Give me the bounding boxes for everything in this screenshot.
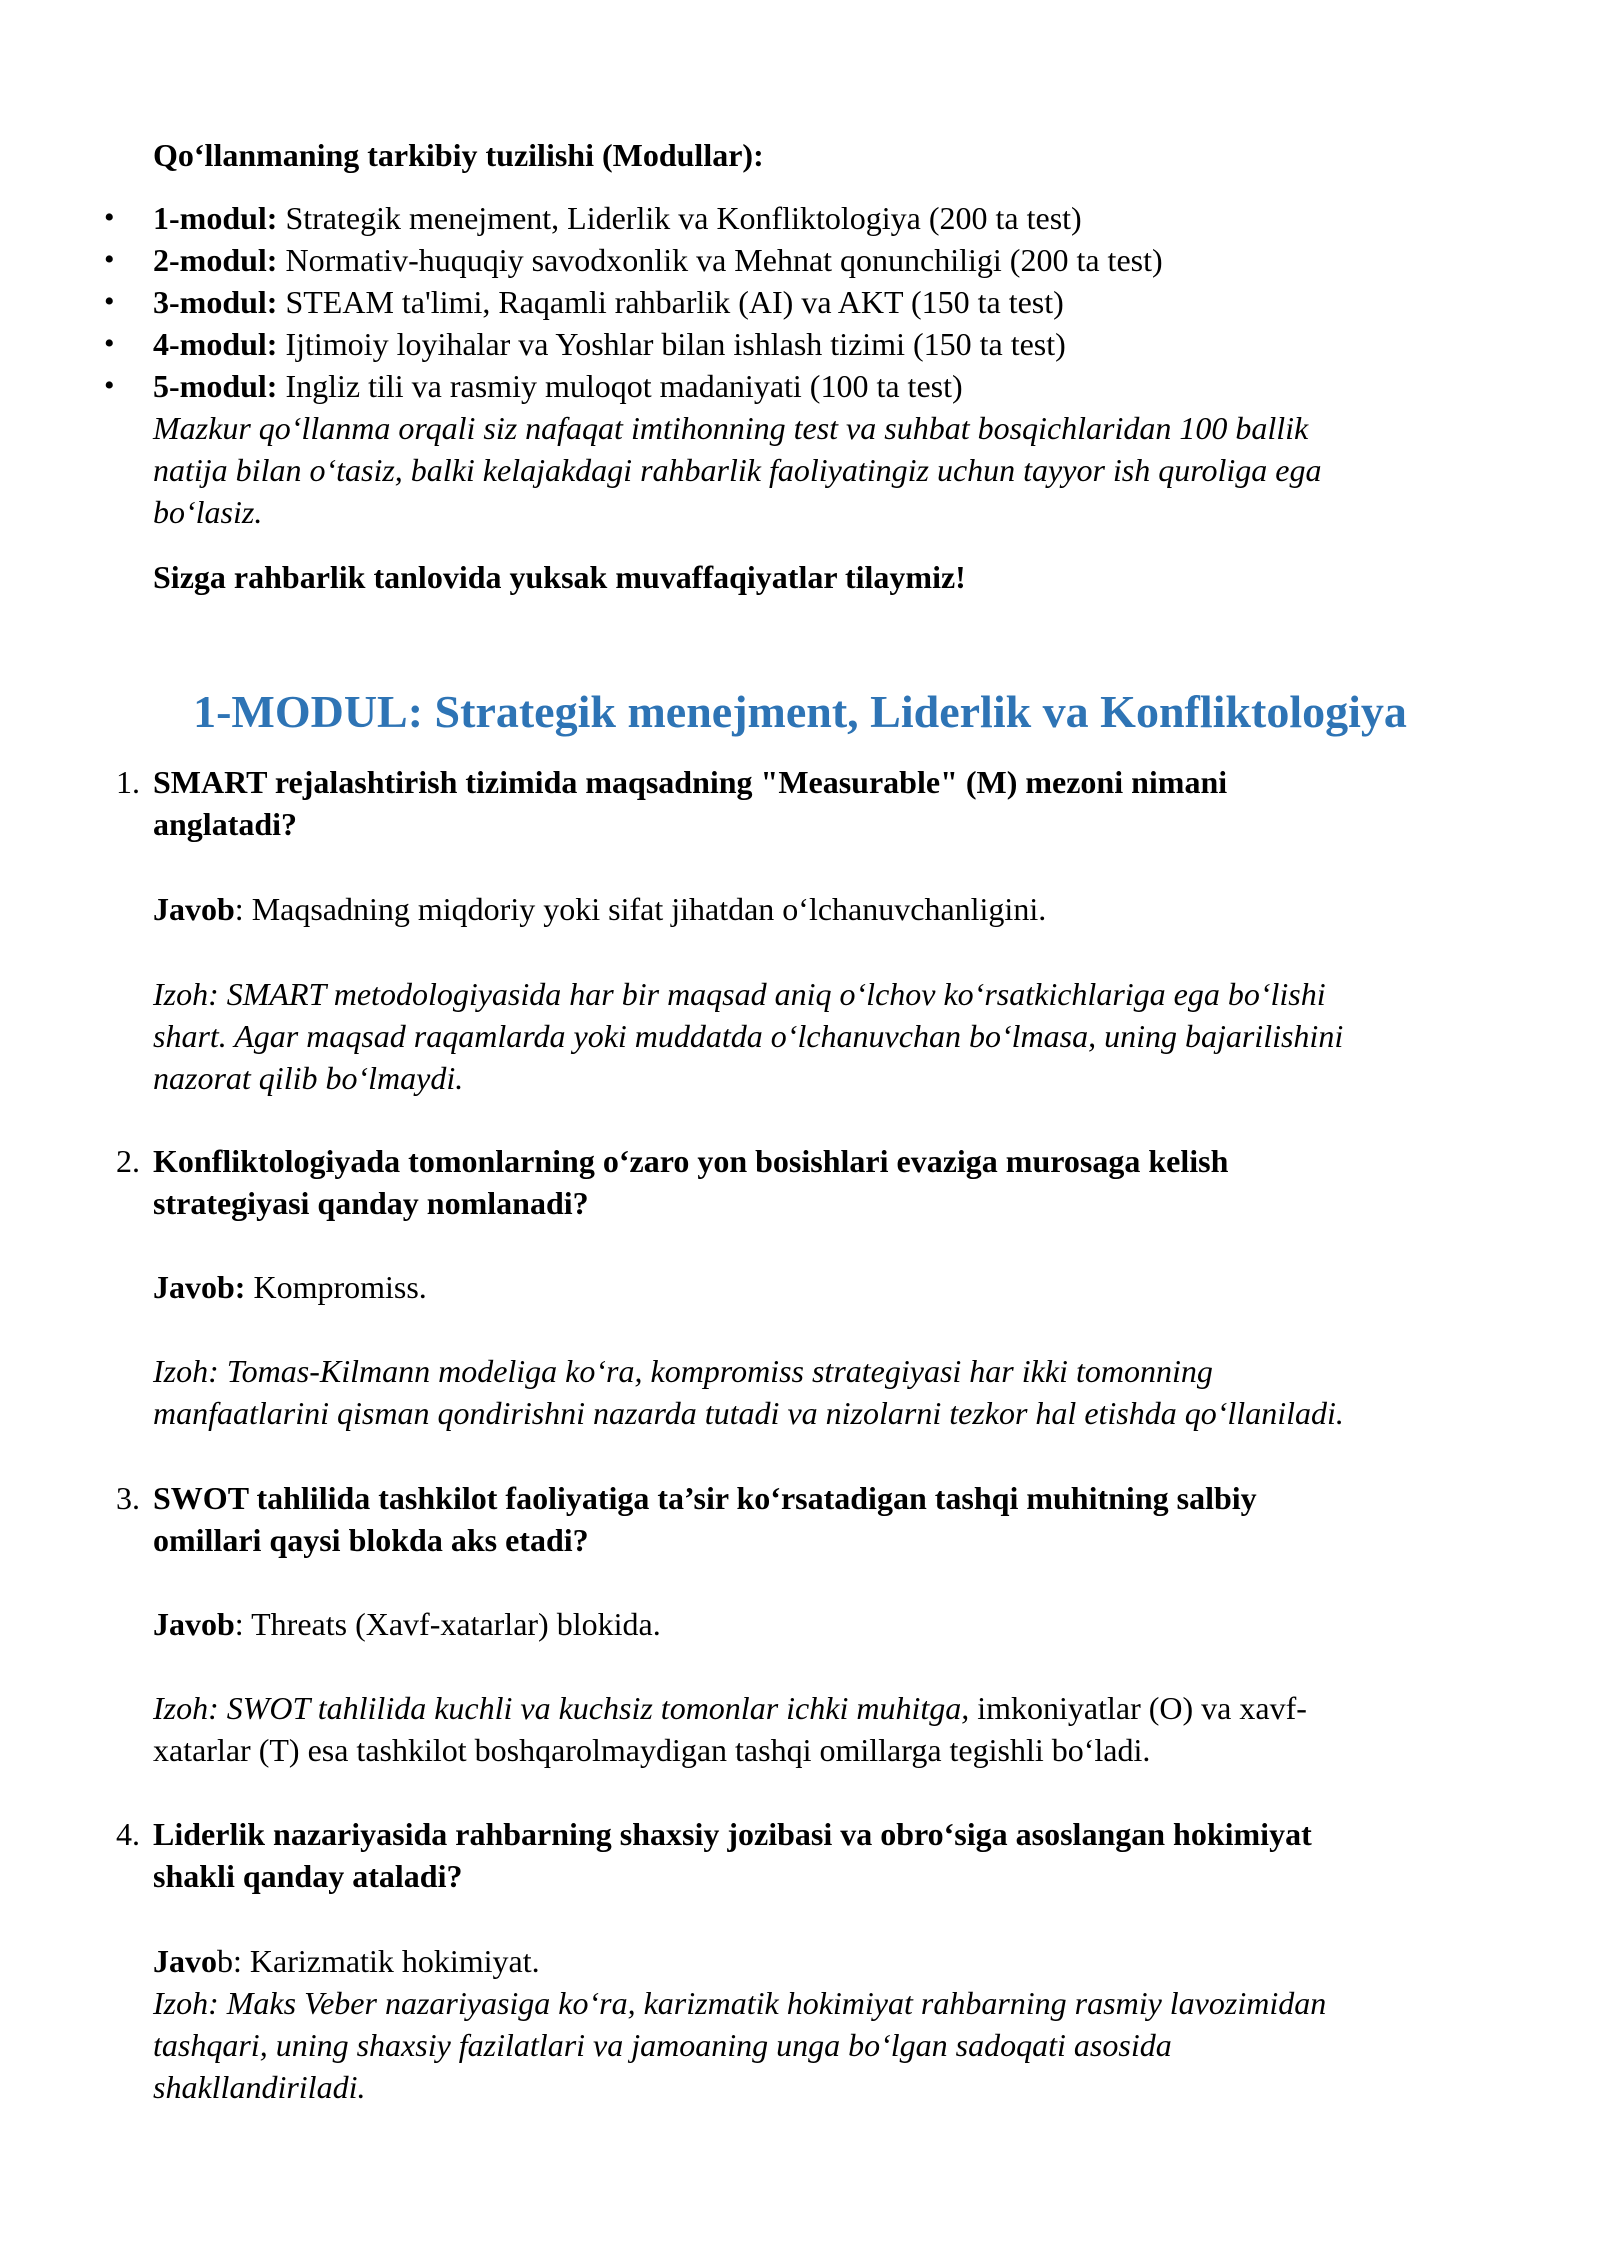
answer-line <box>153 1940 1533 1982</box>
note-normal-part: imkoniyatlar (O) va xavf- <box>977 1690 1307 1726</box>
module-label: 4-modul: <box>153 326 278 362</box>
intro-note-line: bo‘lasiz. <box>153 494 263 530</box>
note-line: manfaatlarini qisman qondirishni nazarda tutadi va nizolarni tezkor hal etishda qo‘llaniladi. <box>153 1395 1344 1431</box>
question-number: 2. <box>116 1143 140 1179</box>
answer-label: Javob: <box>153 1269 246 1305</box>
answer-text: Kompromiss. <box>245 1269 427 1305</box>
note-italic-part: Izoh: SWOT tahlilida kuchli va kuchsiz tomonlar ichki muhitga, <box>153 1690 978 1726</box>
note-line <box>153 1687 1533 1729</box>
section-title: Qo‘llanmaning tarkibiy tuzilishi (Modullar): <box>153 137 764 173</box>
bullet-icon: • <box>104 369 115 402</box>
bullet-icon: • <box>104 327 115 360</box>
bullet-icon: • <box>104 243 115 276</box>
module-label: 5-modul: <box>153 368 278 404</box>
intro-note-line: Mazkur qo‘llanma orqali siz nafaqat imtihonning test va suhbat bosqichlaridan 100 ballik <box>153 410 1309 446</box>
note-line: xatarlar (T) esa tashkilot boshqarolmaydigan tashqi omillarga tegishli bo‘ladi. <box>153 1732 1151 1768</box>
note-line: shakllandiriladi. <box>153 2069 366 2105</box>
question-text-line: SWOT tahlilida tashkilot faoliyatiga ta’sir ko‘rsatadigan tashqi muhitning salbiy <box>153 1480 1257 1516</box>
module-text: Strategik menejment, Liderlik va Konfliktologiya (200 ta test) <box>285 200 1082 236</box>
wish-text: Sizga rahbarlik tanlovida yuksak muvaffaqiyatlar tilaymiz! <box>153 559 966 595</box>
answer-label: Javo <box>153 1943 217 1979</box>
bullet-icon: • <box>104 201 115 234</box>
answer-text: : Maqsadning miqdoriy yoki sifat jihatdan o‘lchanuvchanligini. <box>234 891 1047 927</box>
answer-line <box>153 1603 1533 1645</box>
note-line: Izoh: SMART metodologiyasida har bir maqsad aniq o‘lchov ko‘rsatkichlariga ega bo‘lishi <box>153 976 1326 1012</box>
module-text: Ijtimoiy loyihalar va Yoshlar bilan ishlash tizimi (150 ta test) <box>285 326 1066 362</box>
intro-note-line: natija bilan o‘tasiz, balki kelajakdagi rahbarlik faoliyatingiz uchun tayyor ish quroliga ega <box>153 452 1322 488</box>
answer-line <box>153 1266 1533 1308</box>
question-number: 4. <box>116 1816 140 1852</box>
note-line: tashqari, uning shaxsiy fazilatlari va jamoaning unga bo‘lgan sadoqati asosida <box>153 2027 1172 2063</box>
question-text-line: Konfliktologiyada tomonlarning o‘zaro yon bosishlari evaziga murosaga kelish <box>153 1143 1229 1179</box>
note-line: nazorat qilib bo‘lmaydi. <box>153 1060 464 1096</box>
module-label: 1-modul: <box>153 200 278 236</box>
question-text-line: Liderlik nazariyasida rahbarning shaxsiy jozibasi va obro‘siga asoslangan hokimiyat <box>153 1816 1312 1852</box>
answer-label: Javob <box>153 891 235 927</box>
module-text: STEAM ta'limi, Raqamli rahbarlik (AI) va AKT (150 ta test) <box>285 284 1064 320</box>
module-label: 2-modul: <box>153 242 278 278</box>
question-text-line: SMART rejalashtirish tizimida maqsadning "Measurable" (M) mezoni nimani <box>153 764 1228 800</box>
bullet-icon: • <box>104 285 115 318</box>
note-line: shart. Agar maqsad raqamlarda yoki muddatda o‘lchanuvchan bo‘lmasa, uning bajarilishini <box>153 1018 1344 1054</box>
note-line: Izoh: Tomas-Kilmann modeliga ko‘ra, kompromiss strategiyasi har ikki tomonning <box>153 1353 1213 1389</box>
question-text-line: anglatadi? <box>153 806 298 842</box>
question-number: 3. <box>116 1480 140 1516</box>
answer-text: b: Karizmatik hokimiyat. <box>217 1943 540 1979</box>
question-text-line: shakli qanday ataladi? <box>153 1858 463 1894</box>
answer-label: Javob <box>153 1606 235 1642</box>
module-heading: 1-MODUL: Strategik menejment, Liderlik va Konfliktologiya <box>193 686 1407 737</box>
question-number: 1. <box>116 764 140 800</box>
answer-line <box>153 888 1533 930</box>
module-text: Normativ-huquqiy savodxonlik va Mehnat qonunchiligi (200 ta test) <box>285 242 1163 278</box>
question-text-line: omillari qaysi blokda aks etadi? <box>153 1522 589 1558</box>
answer-text: : Threats (Xavf-xatarlar) blokida. <box>234 1606 661 1642</box>
note-line: Izoh: Maks Veber nazariyasiga ko‘ra, karizmatik hokimiyat rahbarning rasmiy lavozimidan <box>153 1985 1327 2021</box>
module-label: 3-modul: <box>153 284 278 320</box>
question-text-line: strategiyasi qanday nomlanadi? <box>153 1185 589 1221</box>
module-text: Ingliz tili va rasmiy muloqot madaniyati (100 ta test) <box>285 368 963 404</box>
